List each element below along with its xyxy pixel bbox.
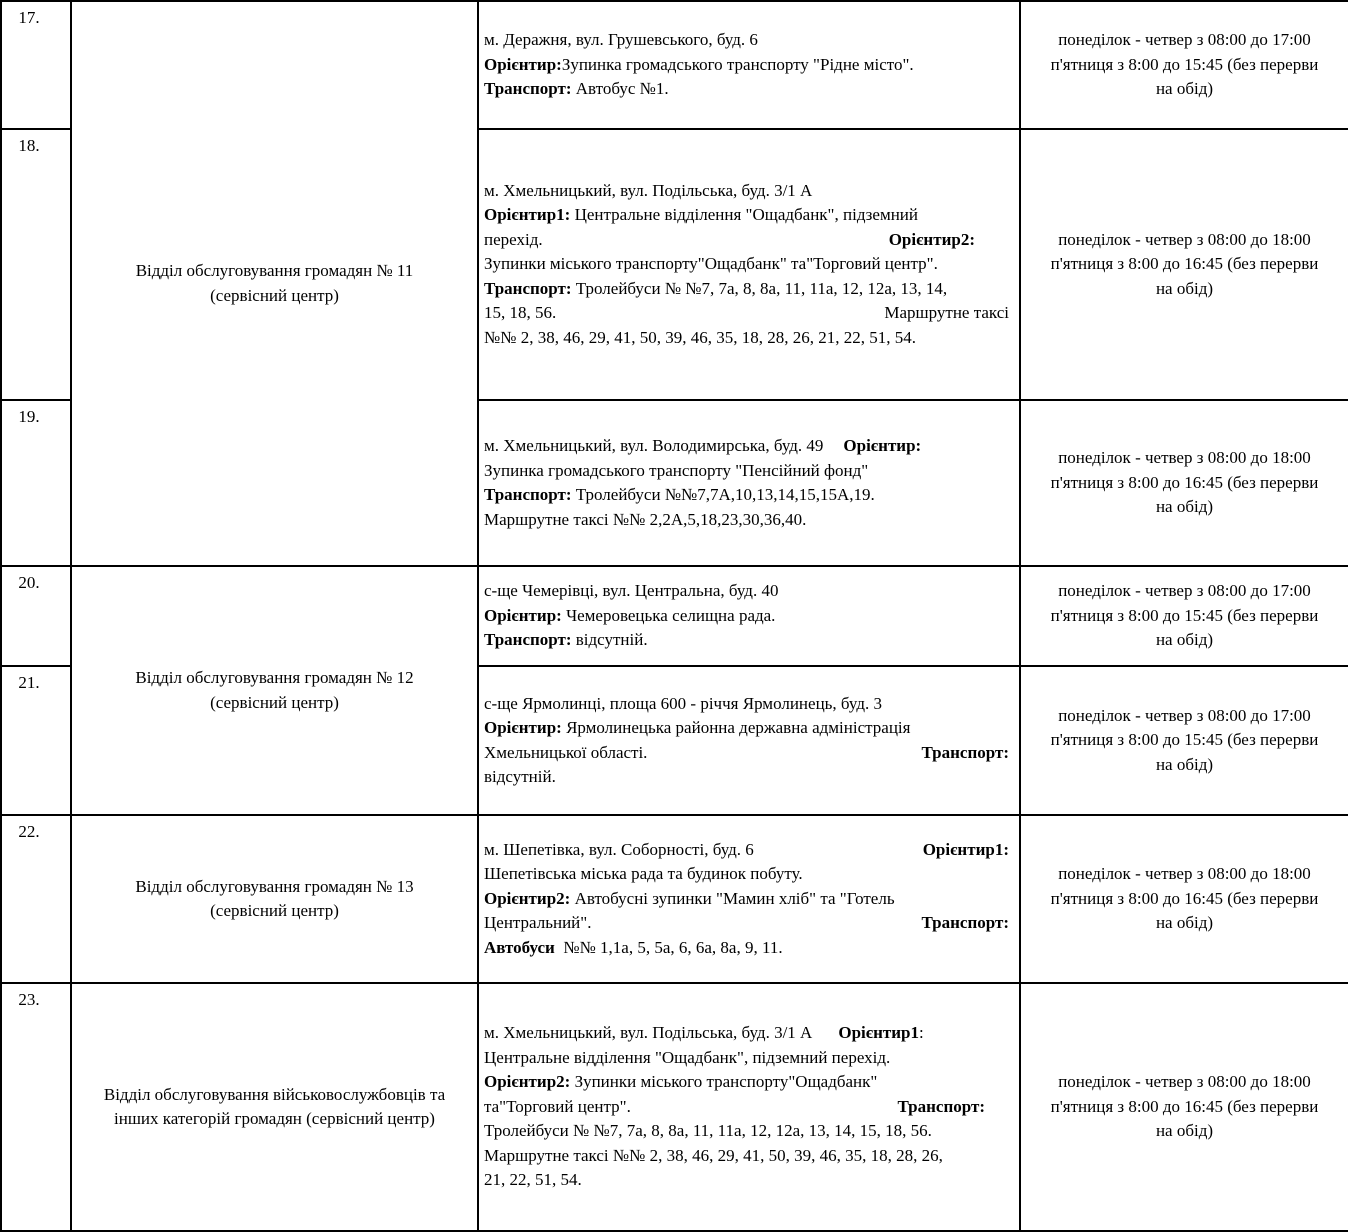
hours-cell: понеділок - четвер з 08:00 до 18:00 п'ятниця з 8:00 до 16:45 (без перерви на обід) [1020, 983, 1348, 1231]
hours-cell: понеділок - четвер з 08:00 до 17:00 п'ятниця з 8:00 до 15:45 (без перерви на обід) [1020, 666, 1348, 815]
table-row [1, 1, 1348, 129]
row-number: 20. [1, 566, 71, 666]
row-number: 21. [1, 666, 71, 815]
address-cell: м. Шепетівка, вул. Соборності, буд. 6 Орієнтир1: Шепетівська міська рада та будинок побуту. Орієнтир2: Автобусні зупинки "Мамин хліб" та "Готель Центральний". Транспорт: Автобуси №№ 1,1а, 5, 5а, 6, 6а, 8а, 9, 11. [478, 815, 1020, 983]
row-number: 22. [1, 815, 71, 983]
table-row [1, 983, 1348, 1231]
hours-cell: понеділок - четвер з 08:00 до 17:00 п'ятниця з 8:00 до 15:45 (без перерви на обід) [1020, 1, 1348, 129]
row-number: 19. [1, 400, 71, 566]
hours-cell: понеділок - четвер з 08:00 до 18:00 п'ятниця з 8:00 до 16:45 (без перерви на обід) [1020, 129, 1348, 400]
hours-cell: понеділок - четвер з 08:00 до 18:00 п'ятниця з 8:00 до 16:45 (без перерви на обід) [1020, 400, 1348, 566]
department-cell: Відділ обслуговування громадян № 11 (сервісний центр) [71, 1, 478, 566]
hours-cell: понеділок - четвер з 08:00 до 17:00 п'ятниця з 8:00 до 15:45 (без перерви на обід) [1020, 566, 1348, 666]
address-cell: м. Деражня, вул. Грушевського, буд. 6 Орієнтир:Зупинка громадського транспорту "Рідне місто". Транспорт: Автобус №1. [478, 1, 1020, 129]
row-number: 17. [1, 1, 71, 129]
department-cell: Відділ обслуговування громадян № 12 (сервісний центр) [71, 566, 478, 815]
table-row [1, 815, 1348, 983]
address-cell: м. Хмельницький, вул. Подільська, буд. 3/1 А Орієнтир1: Центральне відділення "Ощадбанк", підземний перехід. Орієнтир2: Зупинки міського транспорту"Ощадбанк" та"Торговий центр". Транспорт: Тролейбуси № №7, 7а, 8, 8а, 11, 11а, 12, 12а, 13, 14, 15, 18, 56. Маршрутне таксі №№ 2, 38, 46, 29, 41, 50, 39, 46, 35, 18, 28, 26, 21, 22, 51, 54. [478, 983, 1020, 1231]
department-cell: Відділ обслуговування громадян № 13 (сервісний центр) [71, 815, 478, 983]
address-cell: с-ще Чемерівці, вул. Центральна, буд. 40 Орієнтир: Чемеровецька селищна рада. Транспорт: відсутній. [478, 566, 1020, 666]
table-row [1, 566, 1348, 666]
row-number: 18. [1, 129, 71, 400]
address-cell: с-ще Ярмолинці, площа 600 - річчя Ярмолинець, буд. 3 Орієнтир: Ярмолинецька районна державна адміністрація Хмельницької області. Транспорт: відсутній. [478, 666, 1020, 815]
address-cell: м. Хмельницький, вул. Подільська, буд. 3/1 А Орієнтир1: Центральне відділення "Ощадбанк", підземний перехід. Орієнтир2: Зупинки міського транспорту"Ощадбанк" та"Торговий центр". Транспорт: Тролейбуси № №7, 7а, 8, 8а, 11, 11а, 12, 12а, 13, 14, 15, 18, 56. Маршрутне таксі №№ 2, 38, 46, 29, 41, 50, 39, 46, 35, 18, 28, 26, 21, 22, 51, 54. [478, 129, 1020, 400]
address-cell: м. Хмельницький, вул. Володимирська, буд. 49 Орієнтир: Зупинка громадського транспорту "Пенсійний фонд" Транспорт: Тролейбуси №№7,7А,10,13,14,15,15А,19. Маршрутне таксі №№ 2,2А,5,18,23,30,36,40. [478, 400, 1020, 566]
department-cell: Відділ обслуговування військовослужбовців та інших категорій громадян (сервісний центр) [71, 983, 478, 1231]
row-number: 23. [1, 983, 71, 1231]
hours-cell: понеділок - четвер з 08:00 до 18:00 п'ятниця з 8:00 до 16:45 (без перерви на обід) [1020, 815, 1348, 983]
